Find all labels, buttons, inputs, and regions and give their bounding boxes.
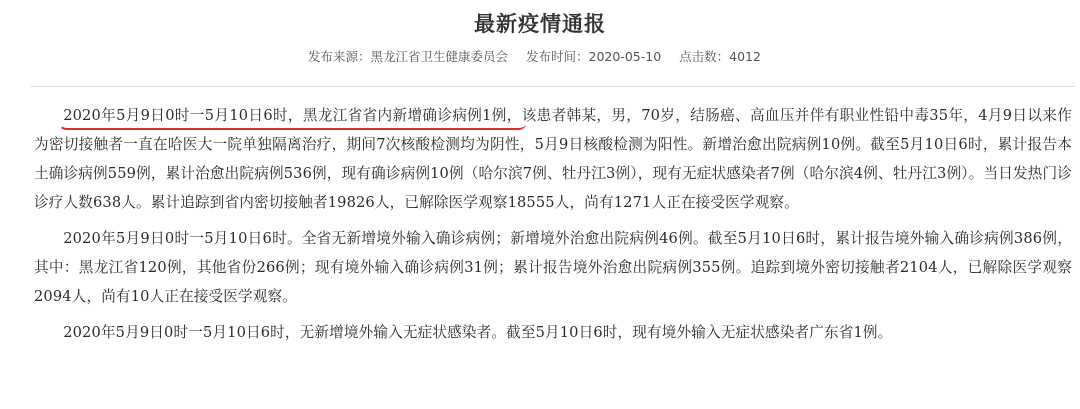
article-meta bbox=[308, 47, 775, 65]
publish-source: 发布来源：黑龙江省卫生健康委员会 bbox=[308, 49, 509, 64]
header-divider bbox=[30, 86, 1075, 87]
paragraph-2: 2020年5月9日0时一5月10日6时。全省无新增境外输入确诊病例；新增境外治愈出院病例46例。截至5月10日6时，累计报告境外输入确诊病例386例，其中：黑龙江省120例，其他省份266例；现有境外输入确诊病例31例；累计报告境外治愈出院病例355例。追踪到境外密切接触者2104人，已解除医学观察2094人，尚有10人正在接受医学观察。 bbox=[34, 230, 1072, 305]
article-body bbox=[34, 101, 1072, 354]
paragraph-3: 2020年5月9日0时一5月10日6时，无新增境外输入无症状感染者。截至5月10日6时，现有境外输入无症状感染者广东省1例。 bbox=[63, 324, 893, 341]
bottom-fade bbox=[0, 397, 1080, 409]
publish-time: 发布时间：2020-05-10 bbox=[526, 49, 662, 64]
page-title: 最新疫情通报 bbox=[474, 12, 606, 36]
highlighted-lead: 2020年5月9日0时一5月10日6时，黑龙江省省内新增确诊病例1例， bbox=[63, 107, 522, 124]
paragraph-1 bbox=[34, 101, 1072, 217]
paragraph-1-text: 该患者韩某，男，70岁，结肠癌、高血压并伴有职业性铅中毒35年，4月9日以来作为密切接触者一直在哈医大一院单独隔离治疗，期间7次核酸检测均为阴性，5月9日核酸检测为阳性。新增治愈出院病例10例。截至5月10日6时，累计报告本土确诊病例559例，累计治愈出院病例536例，现有确诊病例10例（哈尔滨7例、牡丹江3例），现有无症状感染者7例（哈尔滨4例、牡丹江3例）。当日发热门诊诊疗人数638人。累计追踪到省内密切接触者19826人，已解除医学观察18555人，尚有1271人正在接受医学观察。 bbox=[34, 107, 1072, 211]
click-count: 点击数：4012 bbox=[679, 49, 761, 64]
